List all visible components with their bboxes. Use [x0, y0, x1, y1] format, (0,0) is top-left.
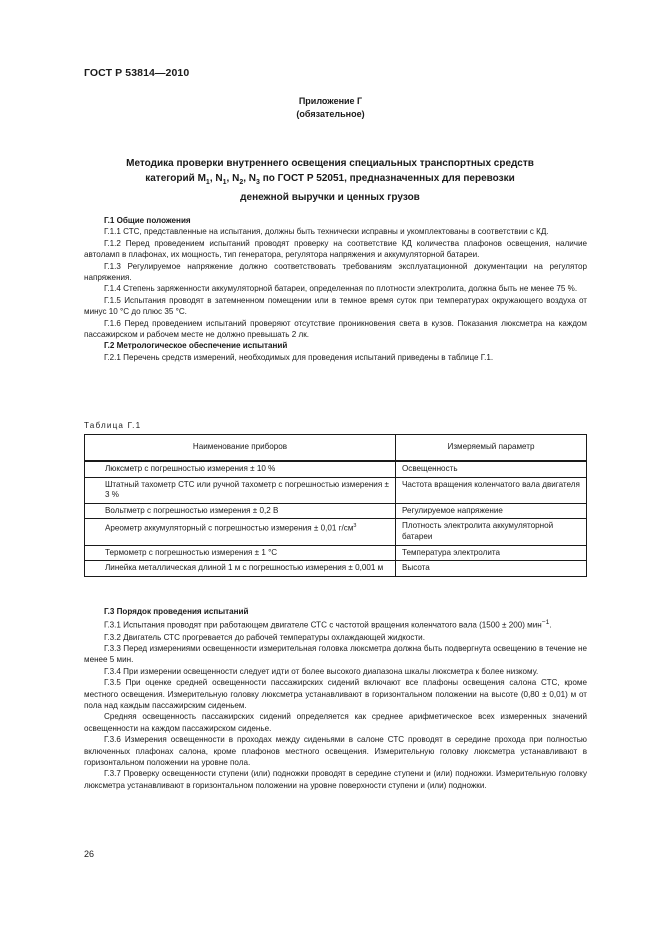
paragraph-g3-2: Г.3.2 Двигатель СТС прогревается до рабочей температуры охлаждающей жидкости.: [104, 632, 425, 642]
page-number: 26: [84, 849, 95, 859]
annex-status: (обязательное): [296, 109, 365, 119]
table-row: [85, 477, 587, 503]
paragraph-g1-4: Г.1.4 Степень заряженности аккумуляторной батареи, определенная по плотности электролита, должна быть не менее 75 %.: [104, 284, 578, 294]
param-cell: Температура электролита: [396, 545, 587, 561]
section-heading-g2: Г.2 Метрологическое обеспечение испытаний: [104, 341, 288, 351]
paragraph-g1-6: Г.1.6 Перед проведением испытаний проверяют отсутствие проникновения света в кузов. Показания люксметра на каждом пассажирском и рабочем месте не должно превышать 2 лк.: [84, 318, 587, 340]
table-row: [85, 503, 587, 519]
device-cell: Вольтметр с погрешностью измерения ± 0,2 В: [85, 503, 396, 519]
paragraph-g3-5: Г.3.5 При оценке средней освещенности пассажирских сидений включают все плафоны освещения салона СТС, кроме местного освещения. Измерительную головку люксметра устанавливают в горизонтальном положении на высоте (0,80 ± 0,01) м от пола над каждым пассажирским сиденьем.: [84, 678, 587, 710]
device-cell: Термометр с погрешностью измерения ± 1 °С: [85, 545, 396, 561]
paragraph-g1-1: Г.1.1 СТС, представленные на испытания, должны быть технически исправны и укомплектованы в соответствии с КД.: [104, 227, 549, 237]
table-header-cell: Наименование приборов: [85, 435, 396, 462]
table-row: [85, 561, 587, 577]
annex-title: Приложение Г: [298, 96, 363, 106]
device-cell: Линейка металлическая длиной 1 м с погрешностью измерения ± 0,001 м: [85, 561, 396, 577]
section-general: [84, 215, 587, 363]
table-header-row: [85, 435, 587, 462]
paragraph-g1-2: Г.1.2 Перед проведением испытаний проводят проверку на соответствие КД количества плафонов освещения, наличие автоламп в плафонах, их мощность, тип генератора, регулятора напряжения и аккумуляторной батареи.: [84, 238, 587, 260]
paragraph-g3-7: Г.3.7 Проверку освещенности ступени (или) подножки проводят в середине ступени и (или) подножки. Измерительную головку люксметра устанавливают в горизонтальном положении на уровне поверхности ступени и (или) подножки.: [84, 769, 587, 790]
paragraph-g1-5: Г.1.5 Испытания проводят в затемненном помещении или в темное время суток при температурах окружающего воздуха от минус 10 °С до плюс 35 °С.: [84, 295, 587, 317]
section-heading-g1: Г.1 Общие положения: [104, 216, 191, 225]
param-cell: Плотность электролита аккумуляторной батареи: [396, 519, 587, 545]
paragraph-g3-4: Г.3.4 При измерении освещенности следует идти от более высокого диапазона шкалы люксметра к более низкому.: [104, 666, 539, 676]
table-row: [85, 545, 587, 561]
document-title: [80, 156, 580, 205]
table-caption: Таблица Г.1: [84, 421, 142, 430]
device-cell: Ареометр аккумуляторный с погрешностью измерения ± 0,01 $г/см^3$: [85, 519, 396, 545]
table-header-cell: Измеряемый параметр: [396, 435, 587, 462]
title-line-2: категорий $М_1$, $N_1$, $N_2$, $N_3$ по ГОСТ Р 52051, предназначенных для перевозки: [145, 173, 515, 186]
device-cell: Штатный тахометр СТС или ручной тахометр с погрешностью измерения ± 3 %: [85, 477, 396, 503]
table-row: [85, 519, 587, 545]
param-cell: Регулируемое напряжение: [396, 503, 587, 519]
standard-header: ГОСТ Р 53814—2010: [84, 67, 190, 79]
section-heading-g3: Г.3 Порядок проведения испытаний: [104, 607, 249, 616]
param-cell: Частота вращения коленчатого вала двигателя: [396, 477, 587, 503]
section-procedure: [84, 606, 587, 791]
device-cell: Люксметр с погрешностью измерения ± 10 %: [85, 461, 396, 477]
paragraph-g3-3: Г.3.3 Перед измерениями освещенности измерительная головка люксметра должна быть подвергнута освещению в течение не менее 5 мин.: [84, 643, 587, 665]
paragraph-g1-3: Г.1.3 Регулируемое напряжение должно соответствовать требованиям эксплуатационной документации на регулятор напряжения.: [84, 261, 587, 283]
table-row: [85, 461, 587, 477]
param-cell: Освещенность: [396, 461, 587, 477]
paragraph-g3-1: Г.3.1 Испытания проводят при работающем двигателе СТС с частотой вращения коленчатого вала (1500 ± 200) мин$^{-1}$.: [104, 619, 552, 631]
instruments-table: [84, 434, 587, 577]
paragraph-g2-1: Г.2.1 Перечень средств измерений, необходимых для проведения испытаний приведены в таблице Г.1.: [104, 352, 494, 362]
title-line-3: денежной выручки и ценных грузов: [240, 192, 420, 203]
title-line-1: Методика проверки внутреннего освещения специальных транспортных средств: [126, 158, 534, 169]
paragraph-g3-5b: Средняя освещенность пассажирских сидений определяется как среднее арифметическое всех измеренных значений освещенности на каждом пассажирском сиденье.: [84, 712, 587, 733]
paragraph-g3-6: Г.3.6 Измерения освещенности в проходах между сиденьями в салоне СТС проводят в середине прохода при полностью включенных плафонах салона, кроме плафонов местного освещения. Измерительную головку люксметра устанавливают в горизонтальном положении на уровне пола.: [84, 735, 587, 767]
param-cell: Высота: [396, 561, 587, 577]
